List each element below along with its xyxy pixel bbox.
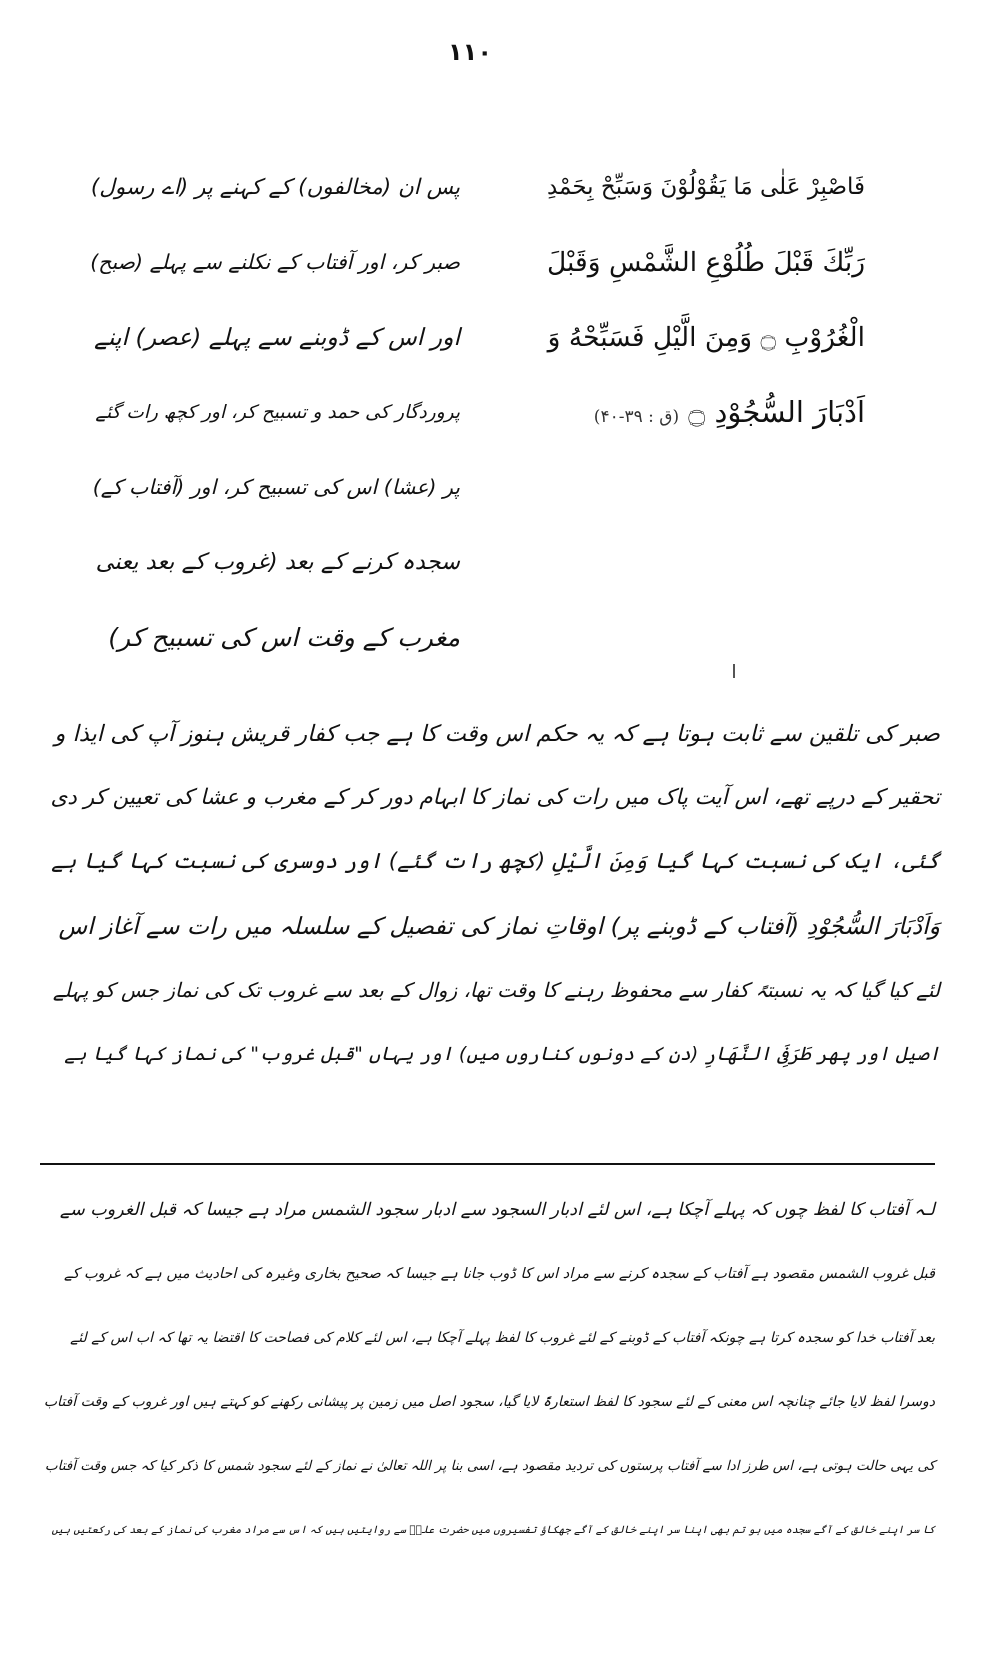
verse-reference: (ق : ۳۹-۴۰): [593, 407, 680, 427]
stray-mark: [733, 664, 735, 678]
body-line: اصیل اور پھر طَرَفَیِ النَّهَارِ (دن کے دونوں کناروں میں) اور یہاں "قبل غروب" کی نماز کہا گیا ہے: [64, 1043, 940, 1065]
footnote-line: لـہ آفتاب کا لفظ چوں کہ پہلے آچکا ہے، اس لئے ادبار السجود سے ادبار سجود الشمس مراد ہے جیسا کہ قبل الغروب سے: [59, 1200, 935, 1220]
page-number: ۱۱۰: [448, 38, 492, 66]
verse-last-text: اَدْبَارَ السُّجُوْدِ ۝: [688, 395, 865, 429]
footnote-line: قبل غروب الشمس مقصود ہے آفتاب کے سجدہ کرنے سے مراد اس کا ڈوب جانا ہے جیسا کہ صحیح بخاری وغیرہ کی احادیث میں ہے کہ غروب کے: [63, 1266, 935, 1282]
quran-verse: [545, 150, 865, 450]
footnote-line: دوسرا لفظ لایا جائے چنانچہ اس معنی کے لئے سجود کا لفظ استعارۃً لایا گیا، سجود اصل میں زمین پر پیشانی رکھنے کو کہتے ہیں اور غروب کے وقت آفتاب: [43, 1394, 935, 1410]
body-line: وَاَدْبَارَ السُّجُوْدِ (آفتاب کے ڈوبنے پر) اوقاتِ نماز کی تفصیل کے سلسلہ میں رات سے آغاز اس: [58, 912, 940, 940]
translation-line: پروردگار کی حمد و تسبیح کر، اور کچھ رات گئے: [95, 402, 460, 423]
translation-line: صبر کر، اور آفتاب کے نکلنے سے پہلے (صبح): [90, 250, 460, 274]
verse-line: فَاصْبِرْ عَلٰی مَا یَقُوْلُوْنَ وَسَبِّحْ بِحَمْدِ: [546, 174, 865, 200]
verse-line: رَبِّكَ قَبْلَ طُلُوْعِ الشَّمْسِ وَقَبْلَ: [546, 247, 865, 278]
body-line: گئی، ایک کی نسبت کہا گیا وَمِنَ الَّیْلِ (کچھ رات گئے) اور دوسری کی نسبت کہا گیا ہے: [51, 849, 940, 874]
translation-line: پس ان (مخالفوں) کے کہنے پر (اے رسول): [90, 175, 460, 200]
footnote-line: کا سر اپنے خالق کے آگے سجدہ میں ہو تم بھی اپنا سر اپنے خالق کے آگے جھکاؤ تفسیروں میں حضرت علیؓ سے روایتیں ہیں کہ اس سے مراد مغرب کی نماز کے بعد کی رکعتیں ہیں: [51, 1524, 935, 1536]
body-line: لئے کیا گیا کہ یہ نسبتہً کفار سے محفوظ رہنے کا وقت تھا، زوال کے بعد سے غروب تک کی نماز جس کو پہلے: [52, 978, 940, 1002]
body-paragraph: [50, 702, 940, 1086]
translation-line: پر (عشا) اس کی تسبیح کر، اور (آفتاب کے): [92, 475, 460, 499]
footnote-line: کی یہی حالت ہوتی ہے، اس طرز ادا سے آفتاب پرستوں کی تردید مقصود ہے، اسی بنا پر اللہ تعالیٰ نے نماز کے لئے سجود شمس کا ذکر کیا کہ جس وقت آفتاب: [44, 1458, 935, 1474]
translation-line: اور اس کے ڈوبنے سے پہلے (عصر) اپنے: [94, 323, 460, 351]
footnotes: [45, 1178, 935, 1562]
footnote-line: بعد آفتاب خدا کو سجدہ کرتا ہے چونکہ آفتاب کے ڈوبنے کے لئے غروب کا لفظ پہلے آچکا ہے، اس لئے کلام کی فصاحت کا اقتضا یہ تھا کہ اب اس کے لئے: [70, 1330, 935, 1346]
verse-line: الْغُرُوْبِ ۝ وَمِنَ الَّیْلِ فَسَبِّحْهُ وَ: [547, 322, 865, 353]
translation-line: سجدہ کرنے کے بعد (غروب کے بعد یعنی: [95, 549, 460, 575]
verse-translation: [90, 150, 460, 675]
verse-line: [545, 375, 865, 450]
translation-line: مغرب کے وقت اس کی تسبیح کر): [108, 623, 460, 652]
footnote-divider: [40, 1163, 935, 1165]
body-line: صبر کی تلقین سے ثابت ہوتا ہے کہ یہ حکم اس وقت کا ہے جب کفار قریش ہنوز آپ کی ایذا و: [54, 721, 940, 747]
body-line: تحقیر کے درپے تھے، اس آیت پاک میں رات کی نماز کا ابہام دور کر کے مغرب و عشا کی تعیین کر دی: [50, 785, 940, 810]
